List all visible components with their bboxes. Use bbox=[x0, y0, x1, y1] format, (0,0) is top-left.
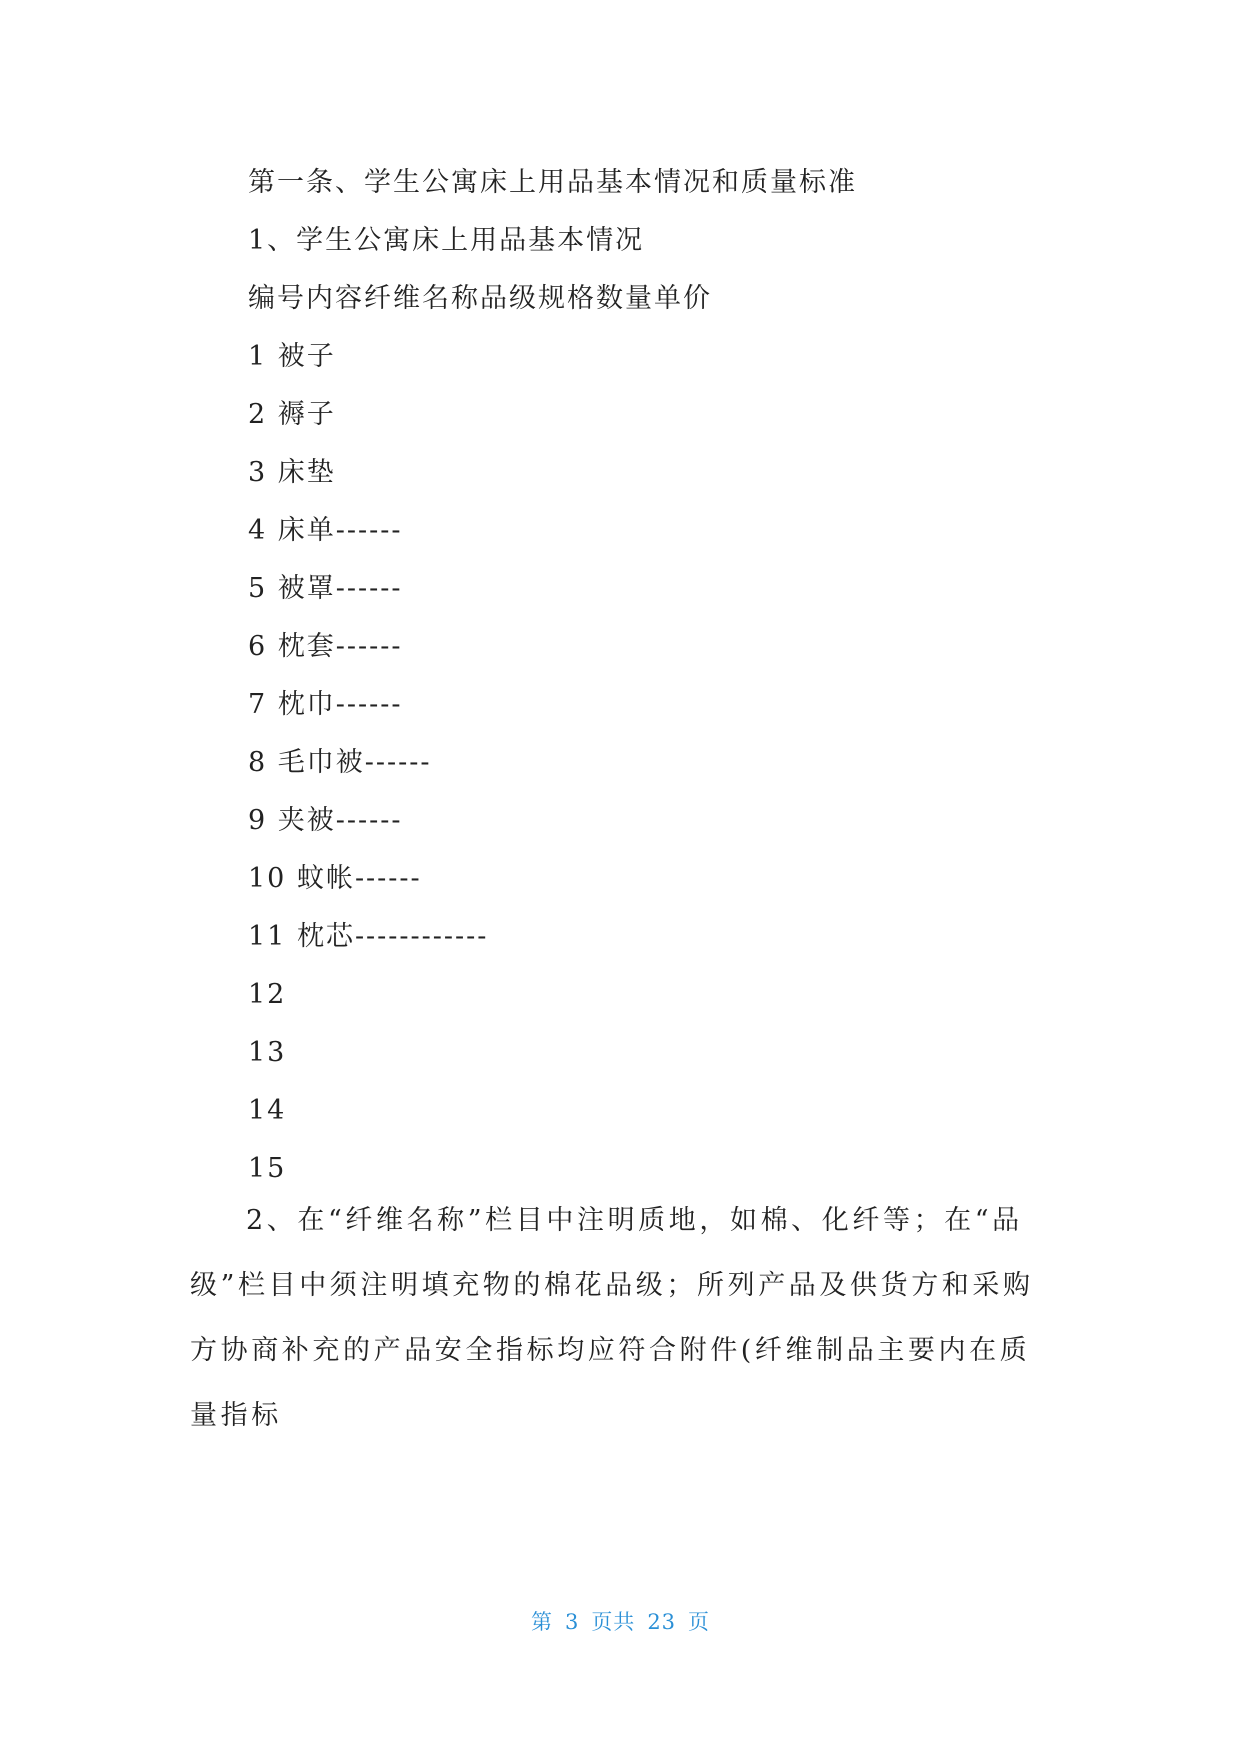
list-item: 13 bbox=[248, 1037, 287, 1068]
list-item: 8 毛巾被------ bbox=[248, 747, 432, 778]
list-item: 2 褥子 bbox=[248, 399, 336, 430]
list-item: 15 bbox=[248, 1153, 287, 1184]
list-item: 14 bbox=[248, 1095, 287, 1126]
list-item: 10 蚊帐------ bbox=[248, 863, 422, 894]
table-header-line: 编号内容纤维名称品级规格数量单价 bbox=[248, 283, 712, 314]
list-item: 4 床单------ bbox=[248, 515, 403, 546]
subsection-heading: 1、学生公寓床上用品基本情况 bbox=[248, 225, 645, 256]
list-item: 6 枕套------ bbox=[248, 631, 403, 662]
list-item: 5 被罩------ bbox=[248, 573, 403, 604]
list-item: 12 bbox=[248, 979, 287, 1010]
list-item: 7 枕巾------ bbox=[248, 689, 403, 720]
list-item: 11 枕芯------------ bbox=[248, 921, 489, 952]
list-item: 9 夹被------ bbox=[248, 805, 403, 836]
list-item: 3 床垫 bbox=[248, 457, 336, 488]
footer-prefix: 第 bbox=[530, 1610, 553, 1634]
section-heading: 第一条、学生公寓床上用品基本情况和质量标准 bbox=[248, 167, 857, 198]
list-item: 1 被子 bbox=[248, 341, 336, 372]
footer-middle: 页共 bbox=[591, 1610, 636, 1634]
page-footer bbox=[0, 1606, 1241, 1636]
footer-total-pages: 23 bbox=[647, 1610, 677, 1634]
body-paragraph: 2、在“纤维名称”栏目中注明质地，如棉、化纤等；在“品级”栏目中须注明填充物的棉花品级；所列产品及供货方和采购方协商补充的产品安全指标均应符合附件(纤维制品主要内在质量指标 bbox=[190, 1205, 1034, 1431]
footer-page-number: 3 bbox=[564, 1610, 580, 1634]
footer-suffix: 页 bbox=[688, 1610, 711, 1634]
